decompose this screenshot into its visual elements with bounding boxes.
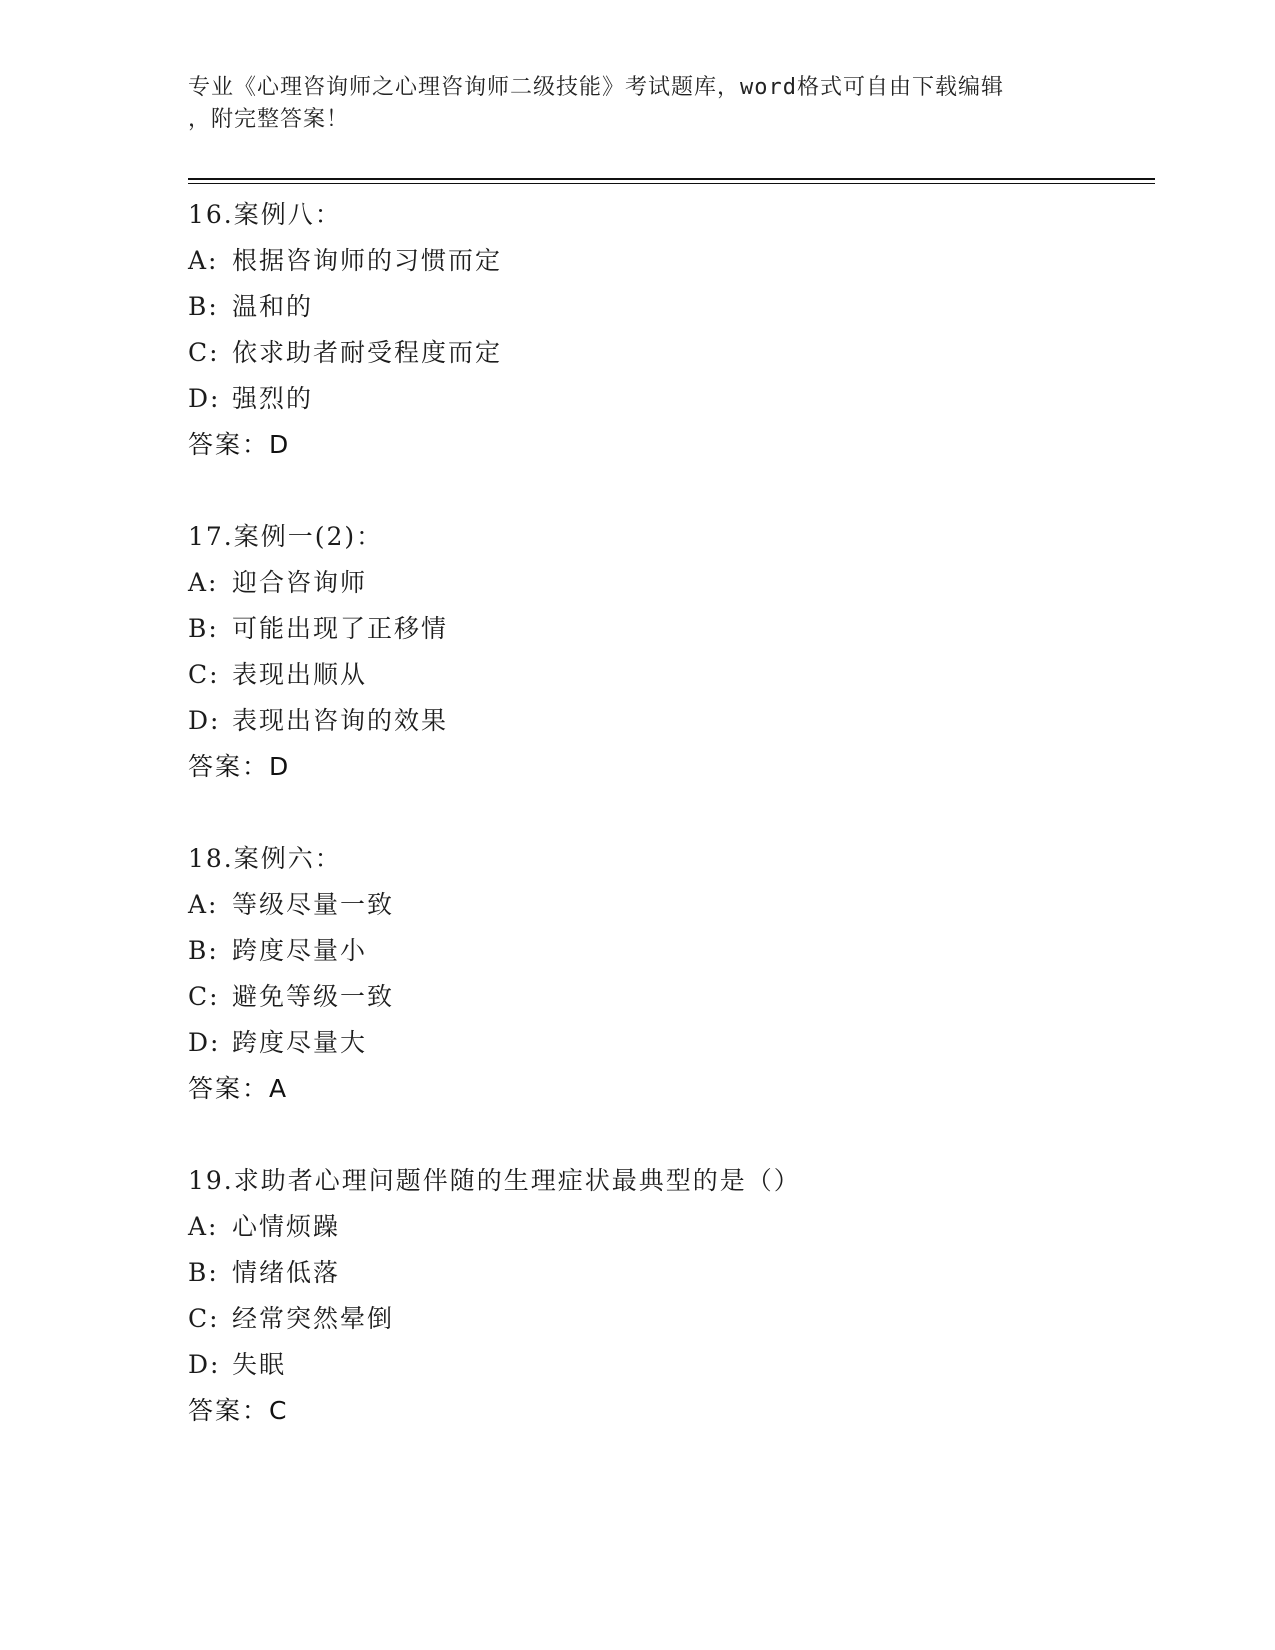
question-19 xyxy=(188,1158,1148,1434)
question-number: 16. xyxy=(188,200,234,229)
option-label: A: xyxy=(188,246,219,275)
answer-value: C xyxy=(269,1396,289,1425)
answer-label: 答案： xyxy=(188,1074,270,1103)
option-label: B: xyxy=(188,936,219,965)
option-label: B: xyxy=(188,614,219,643)
option-label: C: xyxy=(188,660,220,689)
option-c xyxy=(188,330,1148,376)
option-text: 迎合咨询师 xyxy=(232,568,368,597)
question-17 xyxy=(188,514,1148,790)
question-number: 19. xyxy=(188,1166,234,1195)
option-a xyxy=(188,882,1148,928)
header-note-line-1: 专业《心理咨询师之心理咨询师二级技能》考试题库，word格式可自由下载编辑 xyxy=(188,75,1004,100)
question-stem xyxy=(188,1158,1148,1204)
option-label: A: xyxy=(188,568,219,597)
answer-line xyxy=(188,744,1148,790)
answer-line xyxy=(188,1388,1148,1434)
answer-label: 答案： xyxy=(188,1396,270,1425)
answer-line xyxy=(188,1066,1148,1112)
option-label: B: xyxy=(188,1258,219,1287)
option-label: C: xyxy=(188,1304,220,1333)
header-rule-thick xyxy=(188,178,1155,180)
answer-label: 答案： xyxy=(188,430,270,459)
question-stem xyxy=(188,836,1148,882)
option-c xyxy=(188,974,1148,1020)
option-c xyxy=(188,1296,1148,1342)
question-stem xyxy=(188,514,1148,560)
option-label: D: xyxy=(188,1028,221,1057)
option-text: 温和的 xyxy=(232,292,314,321)
option-b xyxy=(188,1250,1148,1296)
option-text: 跨度尽量大 xyxy=(232,1028,368,1057)
option-label: D: xyxy=(188,384,221,413)
option-label: B: xyxy=(188,292,219,321)
option-label: C: xyxy=(188,982,220,1011)
option-text: 可能出现了正移情 xyxy=(232,614,449,643)
question-18 xyxy=(188,836,1148,1112)
option-a xyxy=(188,560,1148,606)
header-note-line-2: ，附完整答案！ xyxy=(188,107,350,132)
option-text: 经常突然晕倒 xyxy=(232,1304,395,1333)
question-text: 案例六： xyxy=(233,844,342,873)
option-text: 避免等级一致 xyxy=(232,982,395,1011)
option-d xyxy=(188,1020,1148,1066)
option-b xyxy=(188,928,1148,974)
option-text: 等级尽量一致 xyxy=(232,890,395,919)
option-b xyxy=(188,284,1148,330)
option-text: 根据咨询师的习惯而定 xyxy=(232,246,503,275)
header-note xyxy=(188,72,1068,136)
option-label: A: xyxy=(188,1212,219,1241)
answer-line xyxy=(188,422,1148,468)
header-rule-thin xyxy=(188,183,1155,184)
option-d xyxy=(188,1342,1148,1388)
option-c xyxy=(188,652,1148,698)
option-d xyxy=(188,376,1148,422)
option-label: D: xyxy=(188,706,221,735)
answer-label: 答案： xyxy=(188,752,270,781)
option-b xyxy=(188,606,1148,652)
option-text: 跨度尽量小 xyxy=(232,936,368,965)
option-text: 情绪低落 xyxy=(232,1258,341,1287)
option-d xyxy=(188,698,1148,744)
option-a xyxy=(188,1204,1148,1250)
option-label: D: xyxy=(188,1350,221,1379)
question-number: 18. xyxy=(188,844,234,873)
option-text: 表现出咨询的效果 xyxy=(232,706,449,735)
answer-value: D xyxy=(269,430,291,459)
question-list xyxy=(188,192,1148,1480)
option-a xyxy=(188,238,1148,284)
question-text: 求助者心理问题伴随的生理症状最典型的是（） xyxy=(233,1166,801,1195)
option-text: 强烈的 xyxy=(232,384,314,413)
answer-value: A xyxy=(269,1074,289,1103)
answer-value: D xyxy=(269,752,291,781)
question-text: 案例一(2)： xyxy=(233,522,384,551)
option-text: 心情烦躁 xyxy=(232,1212,341,1241)
option-text: 表现出顺从 xyxy=(232,660,368,689)
option-text: 依求助者耐受程度而定 xyxy=(232,338,503,367)
question-16 xyxy=(188,192,1148,468)
option-text: 失眠 xyxy=(232,1350,287,1379)
question-stem xyxy=(188,192,1148,238)
option-label: C: xyxy=(188,338,220,367)
question-number: 17. xyxy=(188,522,234,551)
option-label: A: xyxy=(188,890,219,919)
question-text: 案例八： xyxy=(233,200,342,229)
